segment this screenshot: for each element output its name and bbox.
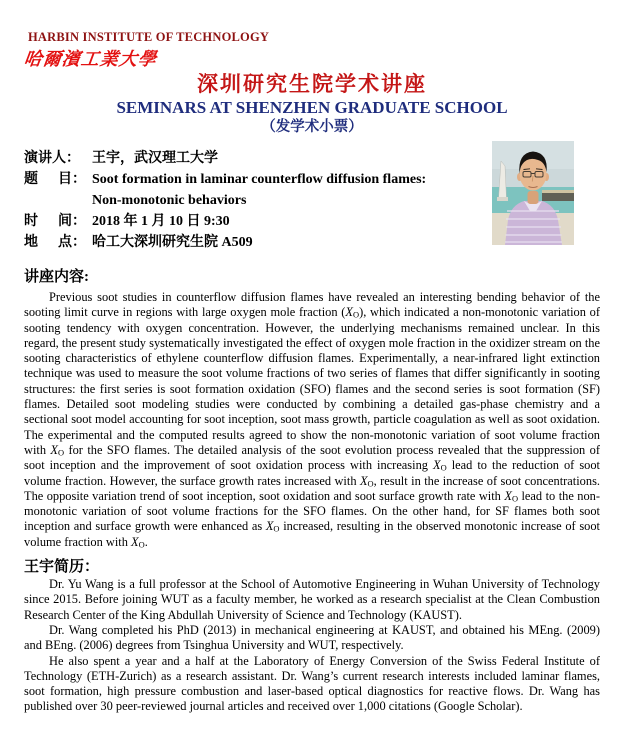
abstract-paragraph: Previous soot studies in counterflow diffusion flames have revealed an interesting bending behavior of the sooting limit curve in regions with large oxygen mole fraction $(X_O)$, which indicated a non-monotonic variation of sooting tendency with oxygen concentration. However, the underlying mechanisms remained unclear. In this regard, the present study systematically investigated the effect of oxygen mole fraction in the oxidizer stream on the sooting characteristics of ethylene counterflow diffusion flames. Experimentally, a near-infrared light extinction technique was used to measure the soot volume fractions of two series of flames that differ significantly in sooting structures: the first series is soot formation oxidation (SFO) flames and the second series is soot formation (SF) flames. Detailed soot modeling studies were conducted by combining a detailed gas-phase chemistry and a sectional soot model accounting for soot inception, soot mass growth, particle coagulation as well as soot oxidation. The experimental and the computed results agreed to show the non-monotonic variation of soot volume fraction with $X_O$ for the SFO flames. The detailed analysis of the soot evolution process revealed that the suppression of soot inception and the improvement of soot oxidation process with increasing $X_O$ lead to the reduction of soot volume fraction. However, the surface growth rates increased with $X_O$, result in the increase of soot concentrations. The opposite variation trend of soot inception, soot oxidation and soot surface growth rate with $X_O$ lead to the non-monotonic variation of soot volume fractions for the SFO flames. On the other hand, for SF flames both soot inception and surface growth were enhanced as $X_O$ increased, resulting in the observed monotonic increase of soot volume fraction with $X_O$.: [24, 290, 601, 550]
photo-tower-base: [497, 197, 508, 201]
speaker-label: 演讲人：: [24, 151, 80, 166]
speaker-value: 王宇，武汉理工大学: [92, 151, 218, 166]
photo-building-right: [542, 192, 574, 201]
topic-line-2: Non-monotonic behaviors: [92, 193, 247, 208]
location-label: [24, 232, 86, 253]
bio-paragraph-3: He also spent a year and a half at the Laboratory of Energy Conversion of the Swiss Federal Institute of Technology (ETH-Zurich) as a research assistant. Dr. Wang’s current research interests included laminar flames, soot formation, high pressure combustion and laser-based optical diagnostics for reactive flows. Dr. Wang has published over 30 peer-reviewed journal articles and received over 1,000 citations (Google Scholar).: [24, 653, 600, 714]
location-label-first: 地: [24, 235, 38, 250]
location-value: 哈工大深圳研究生院 A509: [92, 235, 253, 250]
university-logo-wrap: [24, 45, 600, 71]
bio-heading: 王宇简历：: [24, 559, 100, 576]
topic-line-1: Soot formation in laminar counterflow diffusion flames:: [92, 172, 427, 187]
topic-value: [92, 169, 426, 211]
bio-paragraph-2: Dr. Wang completed his PhD (2013) in mechanical engineering at KAUST, and obtained his MEng. (2009) and BEng. (2006) degrees from Tsinghua University and WUT, respectively.: [24, 622, 600, 653]
abstract-heading: 讲座内容:: [24, 269, 89, 285]
time-label-second: 间：: [58, 214, 86, 229]
topic-label: [24, 169, 86, 190]
seminar-title-cn: 深圳研究生院学术讲座: [197, 72, 427, 96]
time-label-first: 时: [24, 214, 38, 229]
ticket-note: （发学术小票）: [261, 119, 363, 135]
photo-building-roof: [542, 190, 574, 193]
bio-paragraph-1: Dr. Yu Wang is a full professor at the School of Automotive Engineering in Wuhan University of Technology since 2015. Before joining WUT as a faculty member, he worked as a research specialist at the Clean Combustion Research Center of the King Abdullah University of Science and Technology (KAUST).: [24, 577, 600, 622]
photo-neck: [528, 191, 539, 204]
university-name-cn-calligraphy: 哈爾濱工業大學: [22, 49, 159, 69]
topic-label-second: 目：: [58, 172, 86, 187]
time-value: 2018 年 1 月 10 日 9:30: [92, 214, 230, 229]
topic-label-first: 题: [24, 172, 38, 187]
speaker-photo: [492, 141, 574, 245]
university-name-en: HARBIN INSTITUTE OF TECHNOLOGY: [28, 30, 270, 44]
location-label-second: 点：: [58, 235, 86, 250]
time-label: [24, 211, 86, 232]
seminar-title-en: SEMINARS AT SHENZHEN GRADUATE SCHOOL: [116, 98, 508, 117]
